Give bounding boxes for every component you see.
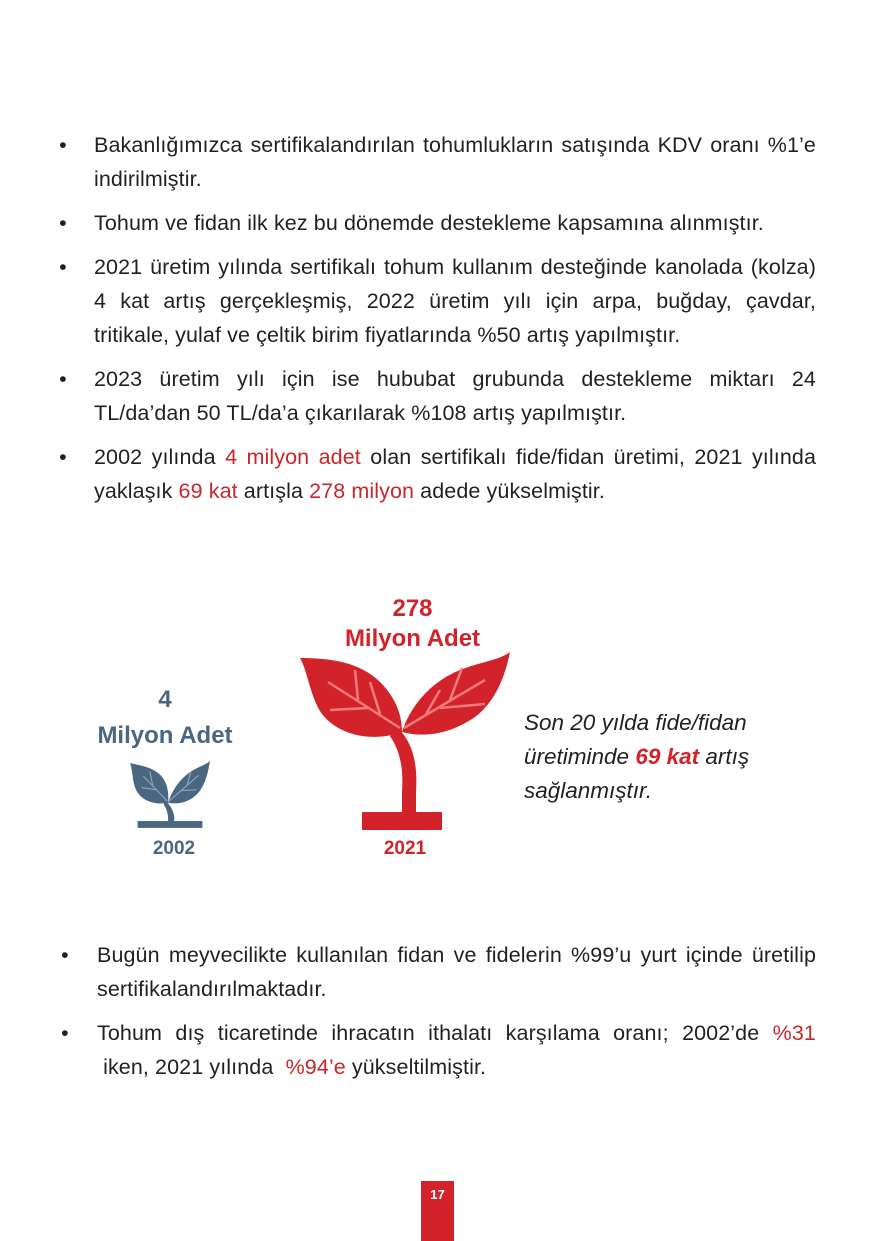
highlight-69-kat: 69 kat [178,479,238,503]
bullet-text: Bakanlığımızca sertifikalandırılan tohumlukların satışında KDV oranı %1’e indirilmiştir. [94,133,816,191]
highlight-278-milyon: 278 milyon [309,479,415,503]
bullet-item-kdv [56,128,816,196]
bullet-icon: • [59,133,67,157]
bullet-icon: • [61,1021,69,1045]
text-segment: Tohum dış ticaretinde ihracatın ithalatı karşılama oranı; 2002’de [97,1021,773,1045]
bullet-item-support-scope [56,206,816,240]
bullet-item-kanola [56,250,816,352]
bullet-item-meyvecilik [58,938,816,1006]
fidan-growth-infographic [0,590,875,880]
top-bullet-list [56,128,816,518]
caption-highlight-69-kat: 69 kat [635,744,700,769]
stat-2021-value: 278 [392,595,433,622]
seedling-icon-small [130,758,210,830]
bullet-text: Tohum ve fidan ilk kez bu dönemde destekleme kapsamına alınmıştır. [94,211,764,235]
stat-2002-unit: Milyon Adet [97,722,233,749]
year-2002-label: 2002 [152,838,196,859]
text-segment: adede yükselmiştir. [414,479,605,503]
highlight-94: %94’e [285,1055,346,1079]
bullet-icon: • [59,367,67,391]
stat-2002-value: 4 [158,686,172,713]
caption-text: artış sağlanmıştır. [524,744,750,803]
stat-2021-unit: Milyon Adet [344,625,481,652]
bullet-icon: • [59,445,67,469]
seedling-icon-large [300,652,510,830]
bullet-text [97,1021,816,1079]
year-2021-label: 2021 [383,838,427,859]
page-number: 17 [430,1187,445,1202]
bullet-item-fidan-production [56,440,816,508]
stat-2002 [80,682,250,754]
text-segment: olan sertifikalı fide/fidan üretimi, 2021 yılında yaklaşık [94,445,816,503]
bullet-item-hububat [56,362,816,430]
highlight-4-milyon: 4 milyon adet [225,445,361,469]
bullet-text [94,445,816,503]
bullet-icon: • [61,943,69,967]
growth-caption [524,706,824,808]
bullet-text: Bugün meyvecilikte kullanılan fidan ve fidelerin %99’u yurt içinde üretilip sertifikalandırılmaktadır. [97,943,816,1001]
text-segment: iken, 2021 yılında [97,1055,286,1079]
stat-2021 [320,594,505,654]
bullet-text: 2023 üretim yılı için ise hububat grubunda destekleme miktarı 24 TL/da’dan 50 TL/da’a çıkarılarak %108 artış yapılmıştır. [94,367,816,425]
bullet-item-dis-ticaret [58,1016,816,1084]
text-segment: yükseltilmiştir. [345,1055,487,1079]
text-segment: artışla [237,479,310,503]
bullet-icon: • [59,211,67,235]
bullet-icon: • [59,255,67,279]
bullet-text: 2021 üretim yılında sertifikalı tohum kullanım desteğinde kanolada (kolza) 4 kat artış gerçekleşmiş, 2022 üretim yılı için arpa, buğday, çavdar, tritikale, yulaf ve çeltik birim fiyatlarında %50 artış yapılmıştır. [94,255,816,347]
bottom-bullet-list [58,938,816,1094]
caption-text: Son 20 yılda fide/fidan üretiminde [524,710,747,769]
text-segment: 2002 yılında [94,445,226,469]
page-number-tab [421,1181,454,1241]
highlight-31: %31 [772,1021,816,1045]
